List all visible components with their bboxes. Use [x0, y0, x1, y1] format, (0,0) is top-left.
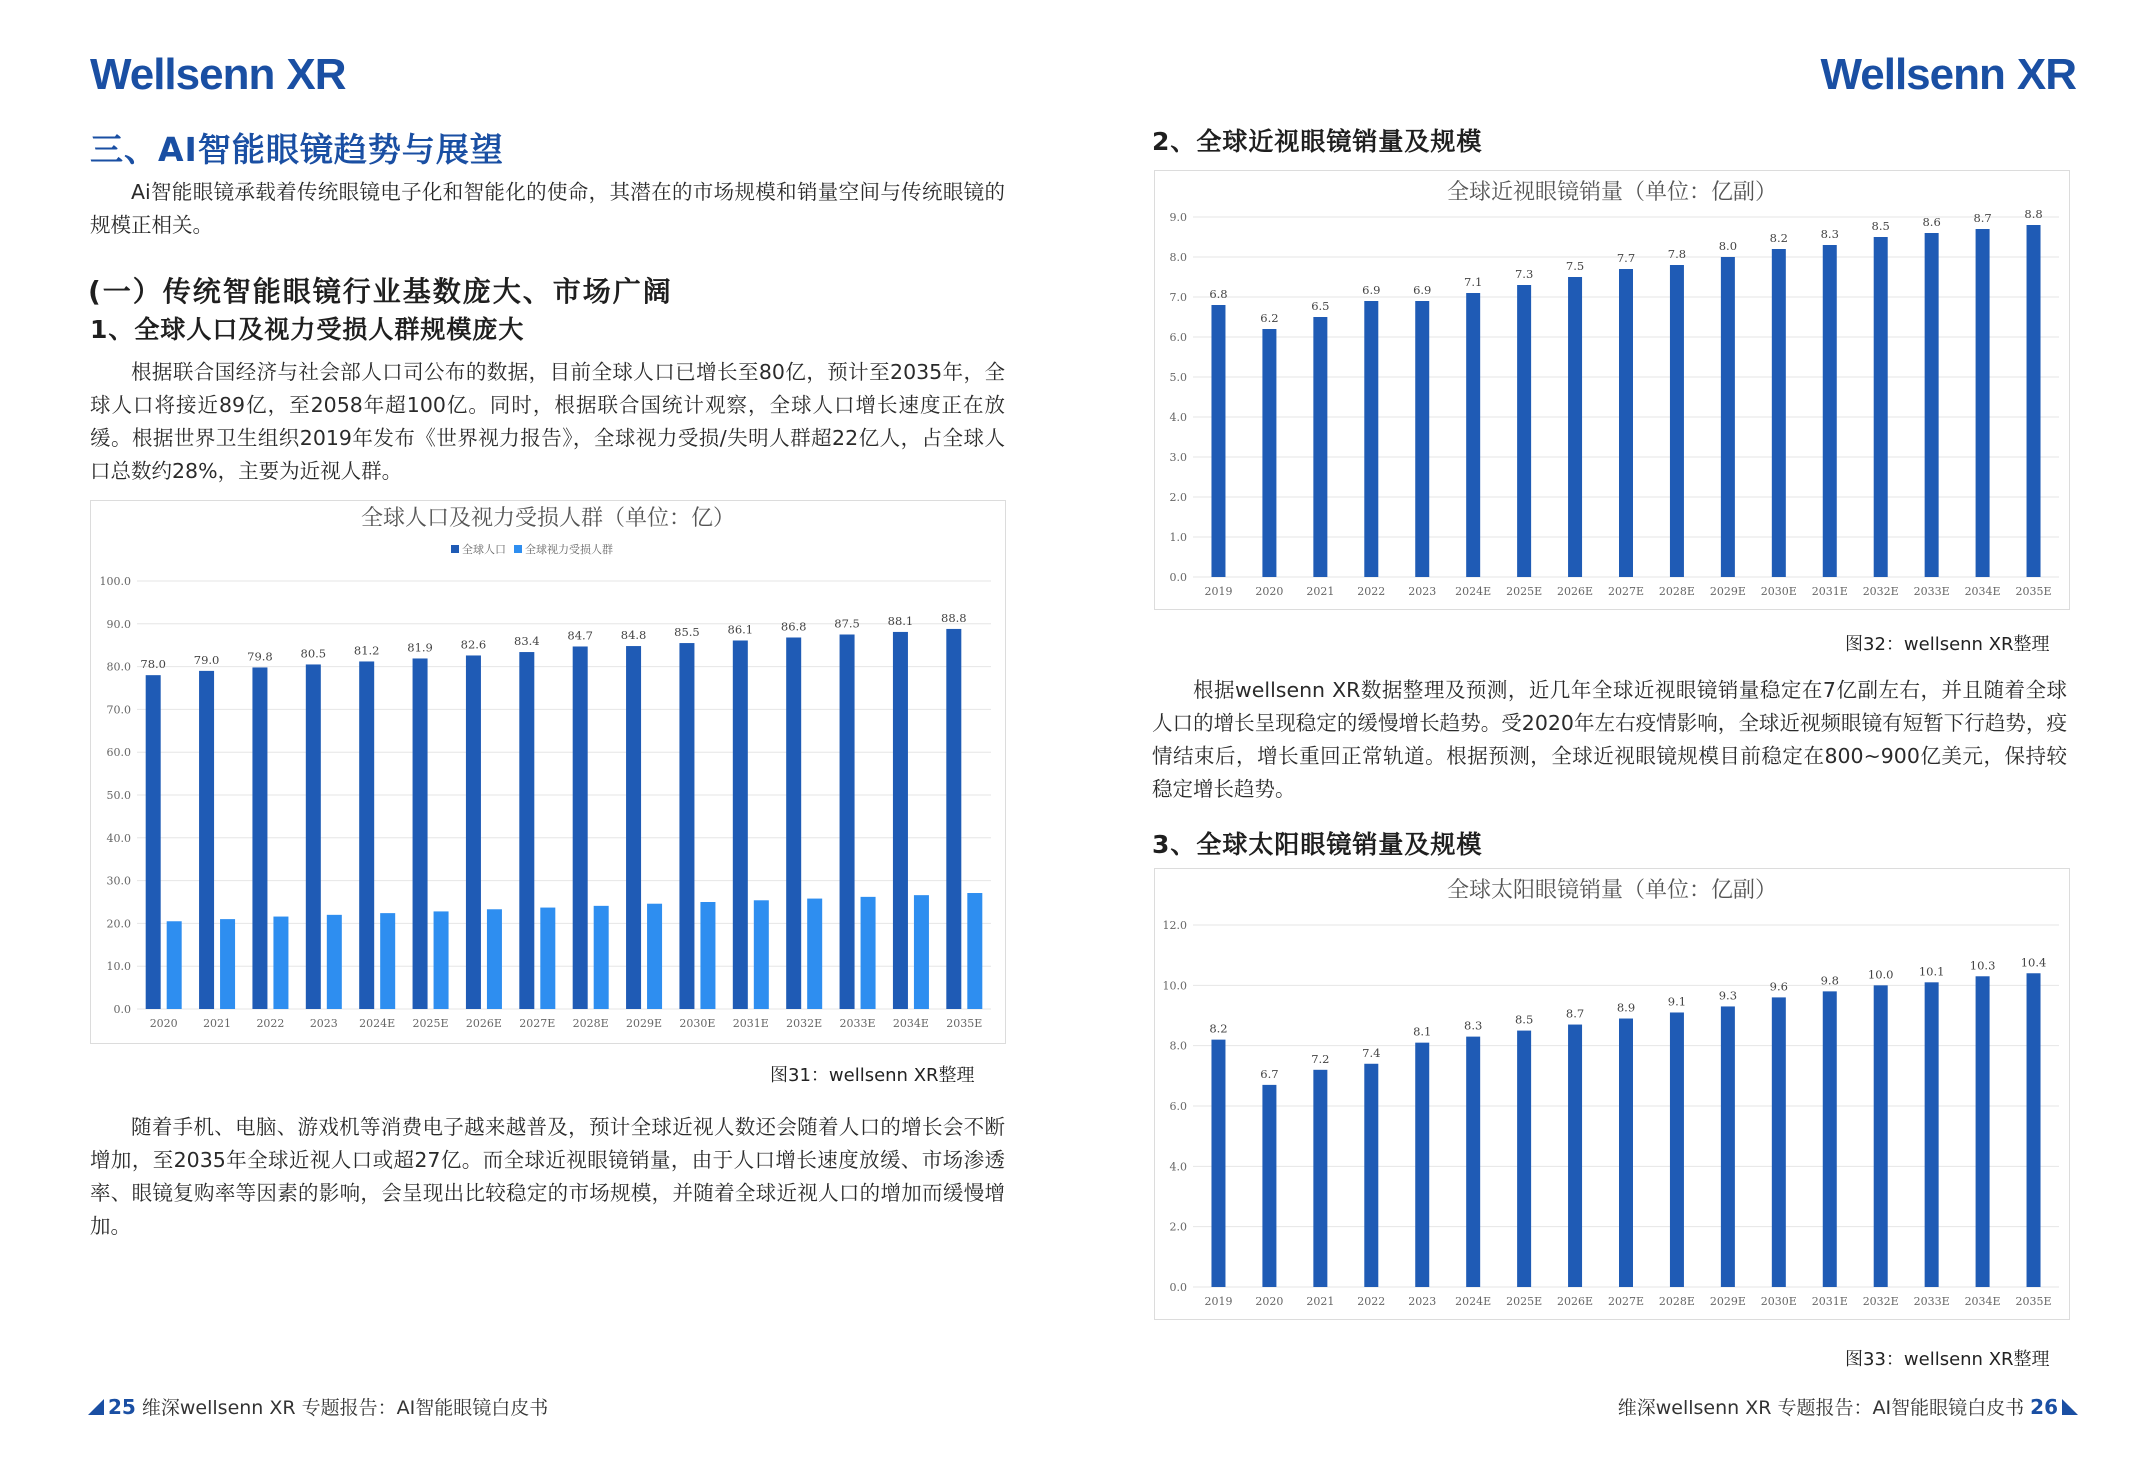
bar-primary [1925, 982, 1939, 1287]
bar-primary [2027, 973, 2041, 1287]
paragraph-1 [90, 356, 1005, 488]
data-label: 8.3 [1464, 1018, 1483, 1033]
sub-heading: (一）传统智能眼镜行业基数庞大、市场广阔 [88, 275, 673, 308]
x-tick-label: 2032E [786, 1017, 823, 1030]
bar-secondary [327, 915, 342, 1009]
x-tick-label: 2019 [1204, 585, 1233, 598]
x-tick-label: 2029E [1709, 1295, 1746, 1308]
bar-secondary [540, 908, 555, 1009]
figure31-caption: 图31：wellsenn XR整理 [770, 1065, 975, 1086]
x-tick-label: 2028E [1658, 1295, 1695, 1308]
x-tick-label: 2022 [1357, 1295, 1386, 1308]
bar-primary [1313, 1070, 1327, 1287]
y-tick-label: 70.0 [106, 703, 131, 717]
page-heading: 三、AI智能眼镜趋势与展望 [90, 130, 504, 169]
bar-primary [840, 635, 855, 1010]
bar-primary [1313, 317, 1327, 577]
legend-label: 全球人口 [462, 543, 506, 556]
data-label: 7.7 [1616, 251, 1636, 265]
bar-primary [1517, 1031, 1531, 1287]
data-label: 8.8 [2024, 207, 2043, 221]
x-tick-label: 2024E [1455, 585, 1492, 598]
data-label: 80.5 [300, 646, 327, 661]
x-tick-label: 2021 [203, 1017, 232, 1030]
data-label: 10.3 [1969, 958, 1996, 973]
bar-primary [1262, 329, 1276, 577]
bar-secondary [807, 899, 822, 1009]
bar-secondary [487, 909, 502, 1009]
x-tick-label: 2029E [626, 1017, 663, 1030]
bar-primary [1415, 1043, 1429, 1287]
bar-primary [1466, 293, 1480, 577]
data-label: 6.2 [1260, 311, 1279, 325]
data-label: 81.2 [353, 643, 380, 658]
bar-primary [1466, 1037, 1480, 1287]
logo-brand: Wellsenn [1820, 50, 2005, 99]
data-label: 6.8 [1209, 287, 1228, 301]
data-label: 8.2 [1209, 1021, 1228, 1036]
bar-primary [252, 667, 267, 1009]
page-number-right: 26 [2030, 1395, 2058, 1419]
x-tick-label: 2033E [1913, 585, 1950, 598]
y-tick-label: 9.0 [1169, 211, 1187, 224]
x-tick-label: 2025E [1506, 585, 1543, 598]
x-tick-label: 2031E [732, 1017, 769, 1030]
x-tick-label: 2035E [2015, 585, 2052, 598]
bar-secondary [967, 893, 982, 1009]
footer-left [88, 1393, 548, 1420]
section1-heading: 1、全球人口及视力受损人群规模庞大 [90, 315, 525, 344]
data-label: 83.4 [514, 634, 540, 649]
data-label: 9.8 [1820, 973, 1839, 988]
bar-secondary [380, 913, 395, 1009]
y-tick-label: 4.0 [1169, 1160, 1187, 1174]
y-tick-label: 10.0 [106, 960, 131, 974]
x-tick-label: 2032E [1862, 585, 1899, 598]
data-label: 6.9 [1362, 283, 1381, 297]
data-label: 7.4 [1362, 1045, 1381, 1060]
x-tick-label: 2034E [1964, 585, 2001, 598]
bar-primary [306, 664, 321, 1009]
y-tick-label: 4.0 [1169, 411, 1187, 424]
bar-primary [1976, 976, 1990, 1287]
bar-primary [946, 629, 961, 1009]
data-label: 78.0 [140, 657, 166, 672]
x-tick-label: 2021 [1306, 1295, 1335, 1308]
bar-primary [1619, 1019, 1633, 1287]
page-corner-icon [88, 1399, 104, 1415]
x-tick-label: 2028E [572, 1017, 609, 1030]
x-tick-label: 2028E [1658, 585, 1695, 598]
data-label: 6.9 [1413, 283, 1432, 297]
data-label: 8.7 [1565, 1006, 1585, 1021]
y-tick-label: 1.0 [1169, 531, 1187, 544]
y-tick-label: 8.0 [1169, 251, 1187, 264]
bar-primary [1568, 1025, 1582, 1287]
bar-primary [1619, 269, 1633, 577]
chart-myopia-svg [1155, 171, 2069, 609]
x-tick-label: 2029E [1709, 585, 1746, 598]
x-tick-label: 2035E [2015, 1295, 2052, 1308]
x-tick-label: 2030E [1760, 585, 1797, 598]
y-tick-label: 6.0 [1169, 331, 1187, 344]
y-tick-label: 3.0 [1169, 451, 1187, 464]
y-tick-label: 100.0 [99, 575, 131, 588]
x-tick-label: 2020 [1255, 1295, 1284, 1308]
x-tick-label: 2034E [892, 1017, 929, 1030]
x-tick-label: 2020 [1255, 585, 1284, 598]
data-label: 6.7 [1260, 1066, 1279, 1081]
y-tick-label: 90.0 [106, 617, 131, 631]
chart-title: 全球太阳眼镜销量（单位：亿副） [1446, 878, 1778, 903]
bar-secondary [594, 906, 609, 1009]
bar-primary [519, 652, 534, 1009]
brand-logo-right [1821, 50, 2076, 100]
page-corner-icon [2062, 1399, 2078, 1415]
bar-primary [893, 632, 908, 1009]
y-tick-label: 12.0 [1162, 919, 1187, 932]
chart-population-svg [91, 501, 1005, 1043]
data-label: 84.8 [620, 628, 647, 643]
bar-secondary [434, 911, 449, 1009]
bar-primary [1364, 1064, 1378, 1287]
x-tick-label: 2020 [149, 1017, 178, 1030]
bar-primary [1823, 991, 1837, 1287]
bar-secondary [914, 895, 929, 1009]
bar-primary [1721, 257, 1735, 577]
data-label: 7.1 [1464, 275, 1483, 289]
y-tick-label: 5.0 [1169, 371, 1187, 384]
y-tick-label: 40.0 [106, 831, 131, 845]
x-tick-label: 2025E [1506, 1295, 1543, 1308]
bar-primary [1670, 265, 1684, 577]
x-tick-label: 2026E [1557, 1295, 1594, 1308]
figure33-caption: 图33：wellsenn XR整理 [1845, 1349, 2050, 1370]
bar-primary [466, 655, 481, 1009]
y-tick-label: 2.0 [1169, 491, 1187, 504]
bar-primary [786, 637, 801, 1009]
x-tick-label: 2027E [519, 1017, 556, 1030]
bar-primary [1772, 249, 1786, 577]
y-tick-label: 60.0 [106, 746, 131, 760]
footer-left-text: 维深wellsenn XR 专题报告：AI智能眼镜白皮书 [141, 1397, 549, 1419]
y-tick-label: 0.0 [1169, 571, 1187, 584]
x-tick-label: 2023 [1408, 585, 1437, 598]
bar-secondary [754, 900, 769, 1009]
paragraph-1-text: 根据联合国经济与社会部人口司公布的数据，目前全球人口已增长至80亿，预计至2035年，全球人口将接近89亿，至2058年超100亿。同时，根据联合国统计观察，全球人口增长速度正在放缓。根据世界卫生组织2019年发布《世界视力报告》，全球视力受损/失明人群超22亿人，占全球人口总数约28%，主要为近视人群。 [90, 360, 1005, 483]
data-label: 88.8 [941, 610, 967, 625]
data-label: 8.5 [1871, 219, 1890, 233]
data-label: 86.8 [780, 619, 807, 634]
data-label: 10.0 [1867, 967, 1894, 982]
footer-right [1618, 1393, 2078, 1420]
chart-sunglasses [1154, 868, 2070, 1320]
section2-heading: 2、全球近视眼镜销量及规模 [1152, 127, 1483, 156]
x-tick-label: 2023 [309, 1017, 338, 1030]
data-label: 9.1 [1667, 994, 1687, 1009]
legend-swatch [451, 545, 459, 553]
x-tick-label: 2031E [1811, 1295, 1848, 1308]
data-label: 9.3 [1718, 988, 1738, 1003]
bar-primary [1364, 301, 1378, 577]
x-tick-label: 2024E [1455, 1295, 1492, 1308]
brand-logo-left [90, 50, 345, 100]
data-label: 84.7 [567, 628, 593, 643]
y-tick-label: 20.0 [106, 917, 131, 931]
y-tick-label: 80.0 [106, 660, 131, 674]
legend-label: 全球视力受损人群 [525, 543, 613, 556]
bar-primary [1925, 233, 1939, 577]
data-label: 9.6 [1769, 979, 1788, 994]
data-label: 8.1 [1413, 1024, 1432, 1039]
data-label: 8.6 [1922, 215, 1941, 229]
page-number-left: 25 [108, 1395, 136, 1419]
x-tick-label: 2022 [256, 1017, 285, 1030]
data-label: 7.3 [1514, 267, 1534, 281]
bar-secondary [273, 917, 288, 1009]
bar-primary [1670, 1012, 1684, 1287]
x-tick-label: 2027E [1607, 1295, 1645, 1308]
y-tick-label: 6.0 [1169, 1100, 1187, 1113]
x-tick-label: 2032E [1862, 1295, 1899, 1308]
x-tick-label: 2030E [1760, 1295, 1797, 1308]
x-tick-label: 2033E [1913, 1295, 1950, 1308]
bar-primary [1874, 237, 1888, 577]
bar-primary [1874, 985, 1888, 1287]
data-label: 79.0 [193, 652, 220, 667]
x-tick-label: 2033E [839, 1017, 876, 1030]
bar-primary [1823, 245, 1837, 577]
data-label: 8.0 [1718, 239, 1738, 253]
bar-secondary [861, 897, 876, 1009]
logo-suffix: XR [286, 50, 346, 99]
bar-primary [1262, 1085, 1276, 1287]
x-tick-label: 2035E [946, 1017, 983, 1030]
x-tick-label: 2019 [1204, 1295, 1233, 1308]
data-label: 86.1 [727, 622, 754, 637]
bar-primary [1211, 1040, 1225, 1287]
bar-secondary [647, 904, 662, 1009]
bar-primary [2027, 225, 2041, 577]
bar-primary [1568, 277, 1582, 577]
logo-brand: Wellsenn [90, 50, 275, 99]
paragraph-3-text: 根据wellsenn XR数据整理及预测，近几年全球近视眼镜销量稳定在7亿副左右，并且随着全球人口的增长呈现稳定的缓慢增长趋势。受2020年左右疫情影响，全球近视频眼镜有短暂下行趋势，疫情结束后，增长重回正常轨道。根据预测，全球近视眼镜规模目前稳定在800~900亿美元，保持较稳定增长趋势。 [1152, 678, 2067, 801]
data-label: 87.5 [834, 616, 860, 631]
data-label: 7.8 [1667, 247, 1687, 261]
bar-primary [359, 661, 374, 1009]
chart-title: 全球近视眼镜销量（单位：亿副） [1446, 180, 1778, 205]
bar-secondary [700, 902, 715, 1009]
legend-swatch [514, 545, 522, 553]
data-label: 8.7 [1973, 211, 1992, 225]
bar-primary [679, 643, 694, 1009]
x-tick-label: 2026E [1557, 585, 1594, 598]
bar-primary [413, 658, 428, 1009]
paragraph-2-text: 随着手机、电脑、游戏机等消费电子越来越普及，预计全球近视人数还会随着人口的增长会不断增加，至2035年全球近视人口或超27亿。而全球近视眼镜销量，由于人口增长速度放缓、市场渗透率、眼镜复购率等因素的影响，会呈现出比较稳定的市场规模，并随着全球近视人口的增加而缓慢增加。 [90, 1115, 1005, 1238]
bar-primary [199, 671, 214, 1009]
y-tick-label: 7.0 [1169, 291, 1187, 304]
x-tick-label: 2034E [1964, 1295, 2001, 1308]
y-tick-label: 30.0 [106, 874, 131, 888]
bar-primary [1211, 305, 1225, 577]
paragraph-3 [1152, 674, 2067, 806]
intro-text: Ai智能眼镜承载着传统眼镜电子化和智能化的使命，其潜在的市场规模和销量空间与传统眼镜的规模正相关。 [90, 180, 1005, 237]
paragraph-2 [90, 1111, 1005, 1243]
data-label: 79.8 [247, 649, 273, 664]
bar-primary [626, 646, 641, 1009]
data-label: 81.9 [407, 640, 433, 655]
logo-suffix: XR [2016, 50, 2076, 99]
y-tick-label: 8.0 [1169, 1039, 1187, 1053]
data-label: 8.9 [1616, 1000, 1636, 1015]
data-label: 7.5 [1565, 259, 1585, 273]
y-tick-label: 10.0 [1162, 979, 1187, 993]
x-tick-label: 2021 [1306, 585, 1335, 598]
chart-myopia-glasses [1154, 170, 2070, 610]
bar-primary [1517, 285, 1531, 577]
data-label: 8.2 [1769, 231, 1788, 245]
bar-primary [733, 640, 748, 1009]
chart-sunglasses-svg [1155, 869, 2069, 1319]
data-label: 7.2 [1311, 1051, 1330, 1066]
chart-population [90, 500, 1006, 1044]
bar-primary [1721, 1006, 1735, 1287]
bar-primary [1415, 301, 1429, 577]
x-tick-label: 2025E [412, 1017, 449, 1030]
x-tick-label: 2022 [1357, 585, 1386, 598]
data-label: 8.3 [1820, 227, 1839, 241]
bar-primary [573, 646, 588, 1009]
bar-primary [1772, 997, 1786, 1287]
y-tick-label: 0.0 [1169, 1281, 1187, 1294]
data-label: 8.5 [1514, 1012, 1534, 1027]
bar-secondary [167, 921, 182, 1009]
x-tick-label: 2023 [1408, 1295, 1437, 1308]
data-label: 10.4 [2020, 955, 2047, 970]
chart-title: 全球人口及视力受损人群（单位：亿） [360, 506, 736, 531]
x-tick-label: 2026E [465, 1017, 502, 1030]
y-tick-label: 50.0 [106, 789, 131, 802]
y-tick-label: 2.0 [1169, 1220, 1187, 1234]
intro-paragraph [90, 176, 1005, 242]
x-tick-label: 2031E [1811, 585, 1848, 598]
data-label: 88.1 [887, 613, 914, 628]
footer-right-text: 维深wellsenn XR 专题报告：AI智能眼镜白皮书 [1617, 1397, 2025, 1419]
data-label: 82.6 [460, 637, 487, 652]
section3-heading: 3、全球太阳眼镜销量及规模 [1152, 830, 1483, 859]
bar-primary [146, 675, 161, 1009]
y-tick-label: 0.0 [113, 1003, 131, 1016]
data-label: 10.1 [1918, 964, 1945, 979]
x-tick-label: 2024E [359, 1017, 396, 1030]
data-label: 6.5 [1311, 299, 1330, 313]
bar-primary [1976, 229, 1990, 577]
bar-secondary [220, 919, 235, 1009]
x-tick-label: 2030E [679, 1017, 716, 1030]
x-tick-label: 2027E [1607, 585, 1645, 598]
figure32-caption: 图32：wellsenn XR整理 [1845, 634, 2050, 655]
data-label: 85.5 [674, 625, 700, 640]
